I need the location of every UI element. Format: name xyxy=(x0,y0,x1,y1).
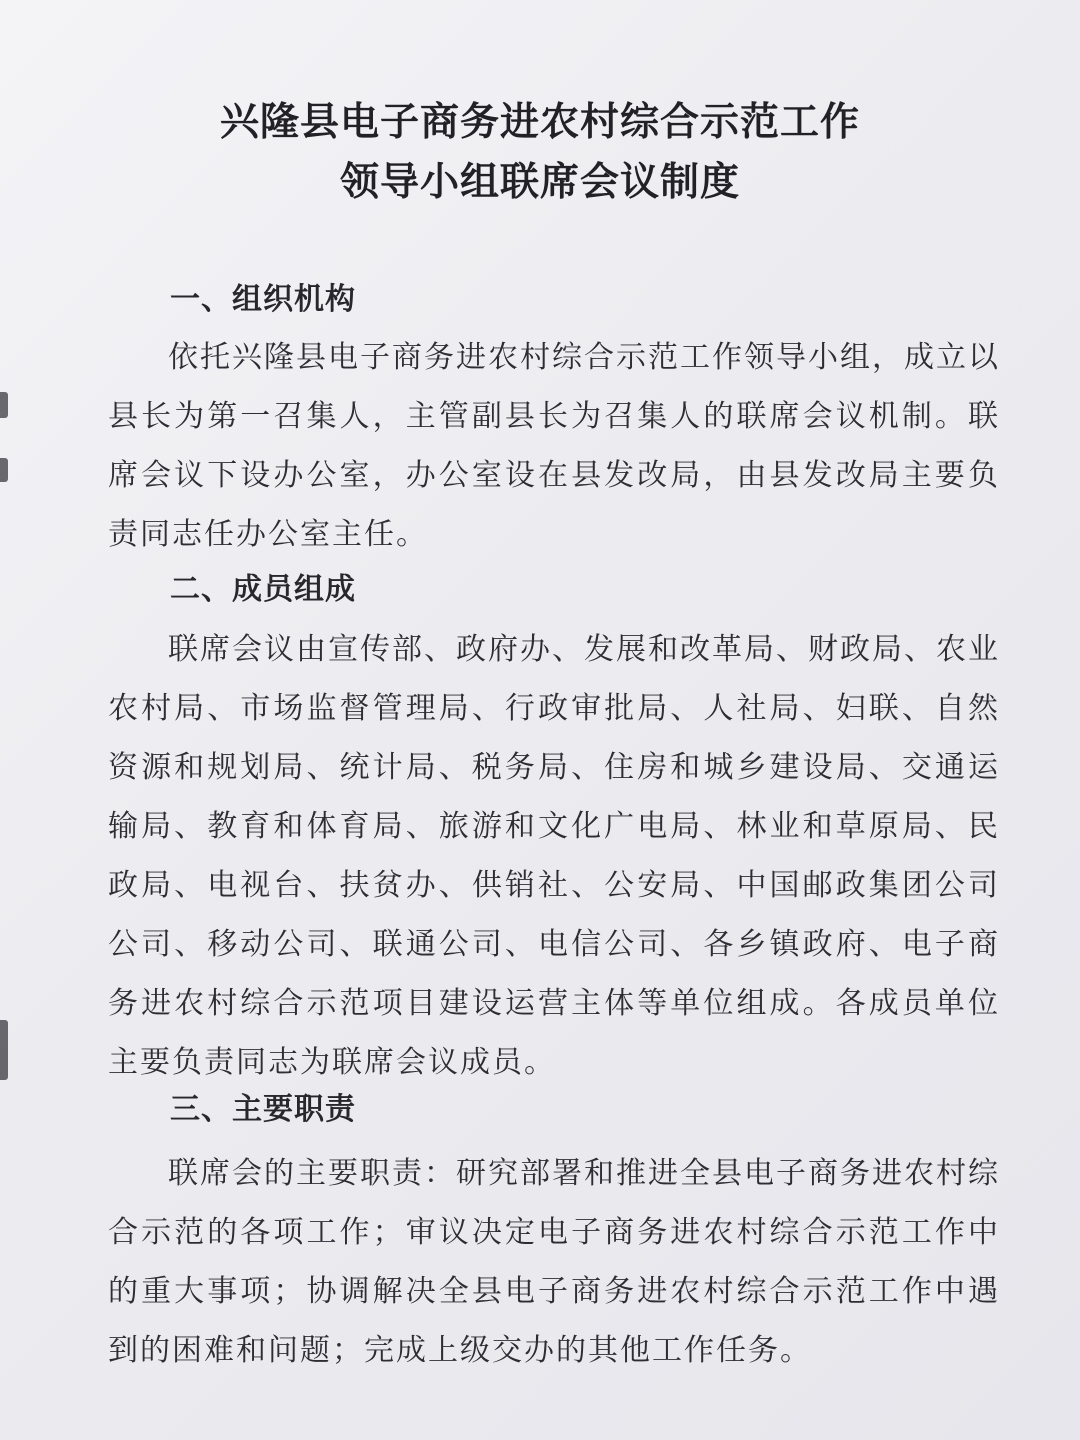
document-title-line2: 领导小组联席会议制度 xyxy=(339,159,740,205)
binding-mark xyxy=(0,458,8,482)
section-heading-members: 二、成员组成 xyxy=(170,572,356,607)
binding-mark xyxy=(0,1020,8,1080)
section-paragraph-organization: 依托兴隆县电子商务进农村综合示范工作领导小组，成立以县长为第一召集人，主管副县长为召集人的联席会议机制。联席会议下设办公室，办公室设在县发改局，由县发改局主要负责同志任办公室主任。 xyxy=(108,340,1000,552)
section-paragraph-members: 联席会议由宣传部、政府办、发展和改革局、财政局、农业农村局、市场监督管理局、行政审批局、人社局、妇联、自然资源和规划局、统计局、税务局、住房和城乡建设局、交通运输局、教育和体育局、旅游和文化广电局、林业和草原局、民政局、电视台、扶贫办、供销社、公安局、中国邮政集团公司公司、移动公司、联通公司、电信公司、各乡镇政府、电子商务进农村综合示范项目建设运营主体等单位组成。各成员单位主要负责同志为联席会议成员。 xyxy=(108,632,1000,1080)
section-heading-duties: 三、主要职责 xyxy=(170,1092,356,1127)
section-paragraph-duties: 联席会的主要职责：研究部署和推进全县电子商务进农村综合示范的各项工作；审议决定电子商务进农村综合示范工作中的重大事项；协调解决全县电子商务进农村综合示范工作中遇到的困难和问题；完成上级交办的其他工作任务。 xyxy=(108,1156,1000,1368)
document-title-line1: 兴隆县电子商务进农村综合示范工作 xyxy=(219,99,860,145)
section-heading-organization: 一、组织机构 xyxy=(170,282,356,317)
binding-mark xyxy=(0,392,8,418)
